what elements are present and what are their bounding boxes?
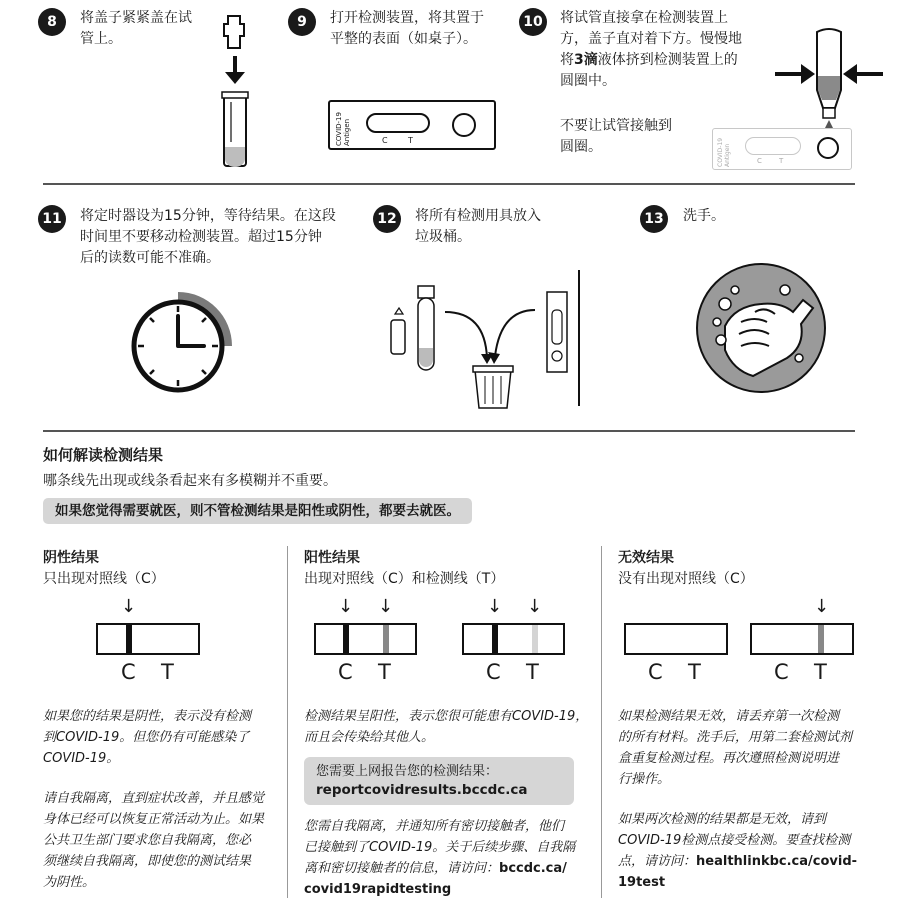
faded-device-brand-line-2: Antigen	[724, 143, 731, 167]
negative-para-2-line-3: 公共卫生部门要求您自我隔离，您必	[43, 833, 252, 848]
positive-2-c-line	[492, 625, 498, 653]
invalid-para-1-line-4: 行操作。	[618, 772, 671, 787]
negative-para-1-line-2: 到COVID-19。但您仍有可能感染了	[43, 730, 250, 745]
section-divider-2	[43, 430, 855, 432]
positive-para-2-line-1: 您需自我隔离，并通知所有密切接触者，他们	[304, 819, 565, 834]
step-10-line-2: 方，盖子直对着下方。慢慢地	[560, 31, 742, 47]
negative-strip	[96, 623, 200, 655]
step-number-9: 9	[288, 8, 316, 36]
step-11-line-2: 时间里不要移动检测装置。超过15分钟	[80, 229, 322, 245]
step-10-note-line-1: 不要让试管接触到	[560, 118, 672, 134]
step-8-line-2: 管上。	[80, 31, 122, 47]
invalid-para-2	[618, 809, 857, 893]
step-10-text	[560, 8, 742, 92]
positive-1-c-line	[343, 625, 349, 653]
step-10-drop-count: 3滴	[574, 52, 598, 68]
trash-bin-icon	[385, 270, 585, 410]
column-divider-2	[601, 546, 602, 898]
step-11-line-1: 将定时器设为15分钟，等待结果。在这段	[80, 208, 336, 224]
positive-1-arrow-t: ↓	[378, 596, 394, 617]
invalid-header	[618, 548, 754, 590]
step-12-line-1: 将所有检测用具放入	[415, 208, 541, 224]
negative-title: 阴性结果	[43, 550, 99, 566]
negative-c-label: C	[121, 660, 136, 684]
invalid-2-c-label: C	[774, 660, 789, 684]
step-13-text	[683, 206, 725, 227]
invalid-1-c-label: C	[648, 660, 663, 684]
negative-para-2	[43, 788, 264, 893]
positive-2-c-label: C	[486, 660, 501, 684]
results-title: 如何解读检测结果	[43, 446, 164, 464]
positive-para-1	[304, 706, 588, 748]
negative-para-1-line-1: 如果您的结果是阴性，表示没有检测	[43, 709, 252, 724]
test-device-icon	[328, 100, 496, 150]
invalid-title: 无效结果	[618, 550, 674, 566]
step-11-text	[80, 206, 336, 269]
device-brand-line-2: Antigen	[343, 118, 351, 146]
invalid-strip-2	[750, 623, 854, 655]
step-10-note-line-2: 圆圈。	[560, 139, 602, 155]
positive-1-t-line	[383, 625, 389, 653]
positive-2-t-label: T	[526, 660, 539, 684]
step-number-13: 13	[640, 205, 668, 233]
positive-2-arrow-t: ↓	[527, 596, 543, 617]
negative-para-2-line-4: 须继续自我隔离，即使您的测试结果	[43, 854, 252, 869]
negative-para-2-line-1: 请自我隔离，直到症状改善，并且感觉	[43, 791, 265, 806]
invalid-strip-1	[624, 623, 728, 655]
step-11-line-3: 后的读数可能不准确。	[80, 250, 220, 266]
positive-para-1-line-2: 而且会传染给其他人。	[304, 730, 435, 745]
step-12-line-2: 垃圾桶。	[415, 229, 471, 245]
step-number-8: 8	[38, 8, 66, 36]
step-12-text	[415, 206, 541, 248]
faded-test-device-icon	[712, 128, 852, 170]
positive-2-t-line	[532, 625, 538, 653]
healthlink-link-part-1[interactable]: healthlinkbc.ca/covid-	[696, 854, 858, 869]
positive-para-2	[304, 816, 575, 898]
report-results-box	[304, 757, 574, 805]
negative-para-2-line-5: 为阴性。	[43, 875, 96, 890]
invalid-para-1-line-2: 的所有材料。洗手后，用第二套检测试剂	[618, 730, 853, 745]
invalid-1-t-label: T	[688, 660, 701, 684]
positive-1-c-label: C	[338, 660, 353, 684]
invalid-para-2-line-3-prefix: 点，请访问：	[618, 854, 697, 869]
report-url-link[interactable]: reportcovidresults.bccdc.ca	[316, 782, 528, 798]
invalid-2-t-label: T	[814, 660, 827, 684]
faded-device-t-label: T	[779, 157, 784, 165]
results-subtitle: 哪条线先出现或线条看起来有多模糊并不重要。	[43, 473, 337, 489]
invalid-para-1-line-1: 如果检测结果无效，请丢弃第一次检测	[618, 709, 840, 724]
step-9-line-2: 平整的表面（如桌子）。	[330, 31, 477, 47]
positive-strip-1	[314, 623, 417, 655]
positive-strip-2	[462, 623, 565, 655]
invalid-2-arrow-t: ↓	[814, 596, 830, 617]
negative-para-2-line-2: 身体已经可以恢复正常活动为止。如果	[43, 812, 265, 827]
device-brand-line-1: COVID-19	[335, 112, 343, 146]
invalid-para-2-line-2: COVID-19检测点接受检测。要查找检测	[618, 833, 851, 848]
step-number-10: 10	[519, 8, 547, 36]
step-10-line-4: 圆圈中。	[560, 73, 616, 89]
positive-para-2-line-3	[304, 858, 575, 879]
step-13-line-1: 洗手。	[683, 208, 725, 224]
negative-para-1	[43, 706, 251, 769]
device-t-label: T	[408, 136, 413, 145]
faded-device-sample-well	[817, 137, 839, 159]
negative-subtitle: 只出现对照线（C）	[43, 571, 165, 587]
negative-para-1-line-3: COVID-19。	[43, 751, 120, 766]
report-label: 您需要上网报告您的检测结果：	[316, 764, 499, 779]
invalid-para-1	[618, 706, 852, 790]
positive-2-arrow-c: ↓	[487, 596, 503, 617]
step-10-note	[560, 116, 672, 158]
invalid-subtitle: 没有出现对照线（C）	[618, 571, 754, 587]
step-8-text	[80, 8, 192, 50]
step-10-line-3	[560, 50, 742, 71]
positive-para-1-line-1: 检测结果呈阳性，表示您很可能患有COVID-19，	[304, 709, 589, 724]
invalid-para-2-line-3	[618, 851, 857, 872]
negative-c-line	[126, 625, 132, 653]
invalid-para-2-line-1: 如果两次检测的结果都是无效，请到	[618, 812, 827, 827]
faded-device-c-label: C	[757, 157, 762, 165]
faded-device-window	[745, 137, 801, 155]
seek-care-banner: 如果您觉得需要就医，则不管检测结果是阳性或阴性，都要去就医。	[43, 498, 472, 524]
step-number-11: 11	[38, 205, 66, 233]
step-10-line-3-suffix: 液体挤到检测装置上的	[597, 52, 738, 68]
positive-1-arrow-c: ↓	[338, 596, 354, 617]
positive-title: 阳性结果	[304, 550, 360, 566]
tube-cap-icon	[215, 12, 255, 172]
step-10-line-1: 将试管直接拿在检测装置上	[560, 10, 728, 26]
device-c-label: C	[382, 136, 388, 145]
positive-1-t-label: T	[378, 660, 391, 684]
positive-subtitle: 出现对照线（C）和检测线（T）	[304, 571, 505, 587]
timer-icon	[128, 292, 240, 396]
bccdc-link-part-2[interactable]: covid19rapidtesting	[304, 882, 452, 897]
device-result-window	[366, 113, 430, 133]
positive-header	[304, 548, 504, 590]
device-sample-well	[452, 113, 476, 137]
faded-device-brand-line-1: COVID-19	[717, 137, 724, 167]
invalid-para-1-line-3: 盒重复检测过程。再次遵照检测说明进	[618, 751, 840, 766]
step-number-12: 12	[373, 205, 401, 233]
handwash-icon	[695, 262, 827, 394]
positive-para-2-line-3-prefix: 离和密切接触者的信息，请访问：	[304, 861, 500, 876]
section-divider-1	[43, 183, 855, 185]
step-8-line-1: 将盖子紧紧盖在试	[80, 10, 192, 26]
negative-arrow-c: ↓	[121, 596, 137, 617]
step-9-text	[330, 8, 484, 50]
bccdc-link-part-1[interactable]: bccdc.ca/	[499, 861, 567, 876]
negative-header	[43, 548, 165, 590]
step-9-line-1: 打开检测装置，将其置于	[330, 10, 484, 26]
column-divider-1	[287, 546, 288, 898]
healthlink-link-part-2[interactable]: 19test	[618, 875, 666, 890]
positive-para-2-line-2: 已接触到了COVID-19。关于后续步骤、自我隔	[304, 840, 576, 855]
invalid-2-t-line	[818, 625, 824, 653]
negative-t-label: T	[161, 660, 174, 684]
step-10-line-3-prefix: 将	[560, 52, 574, 68]
